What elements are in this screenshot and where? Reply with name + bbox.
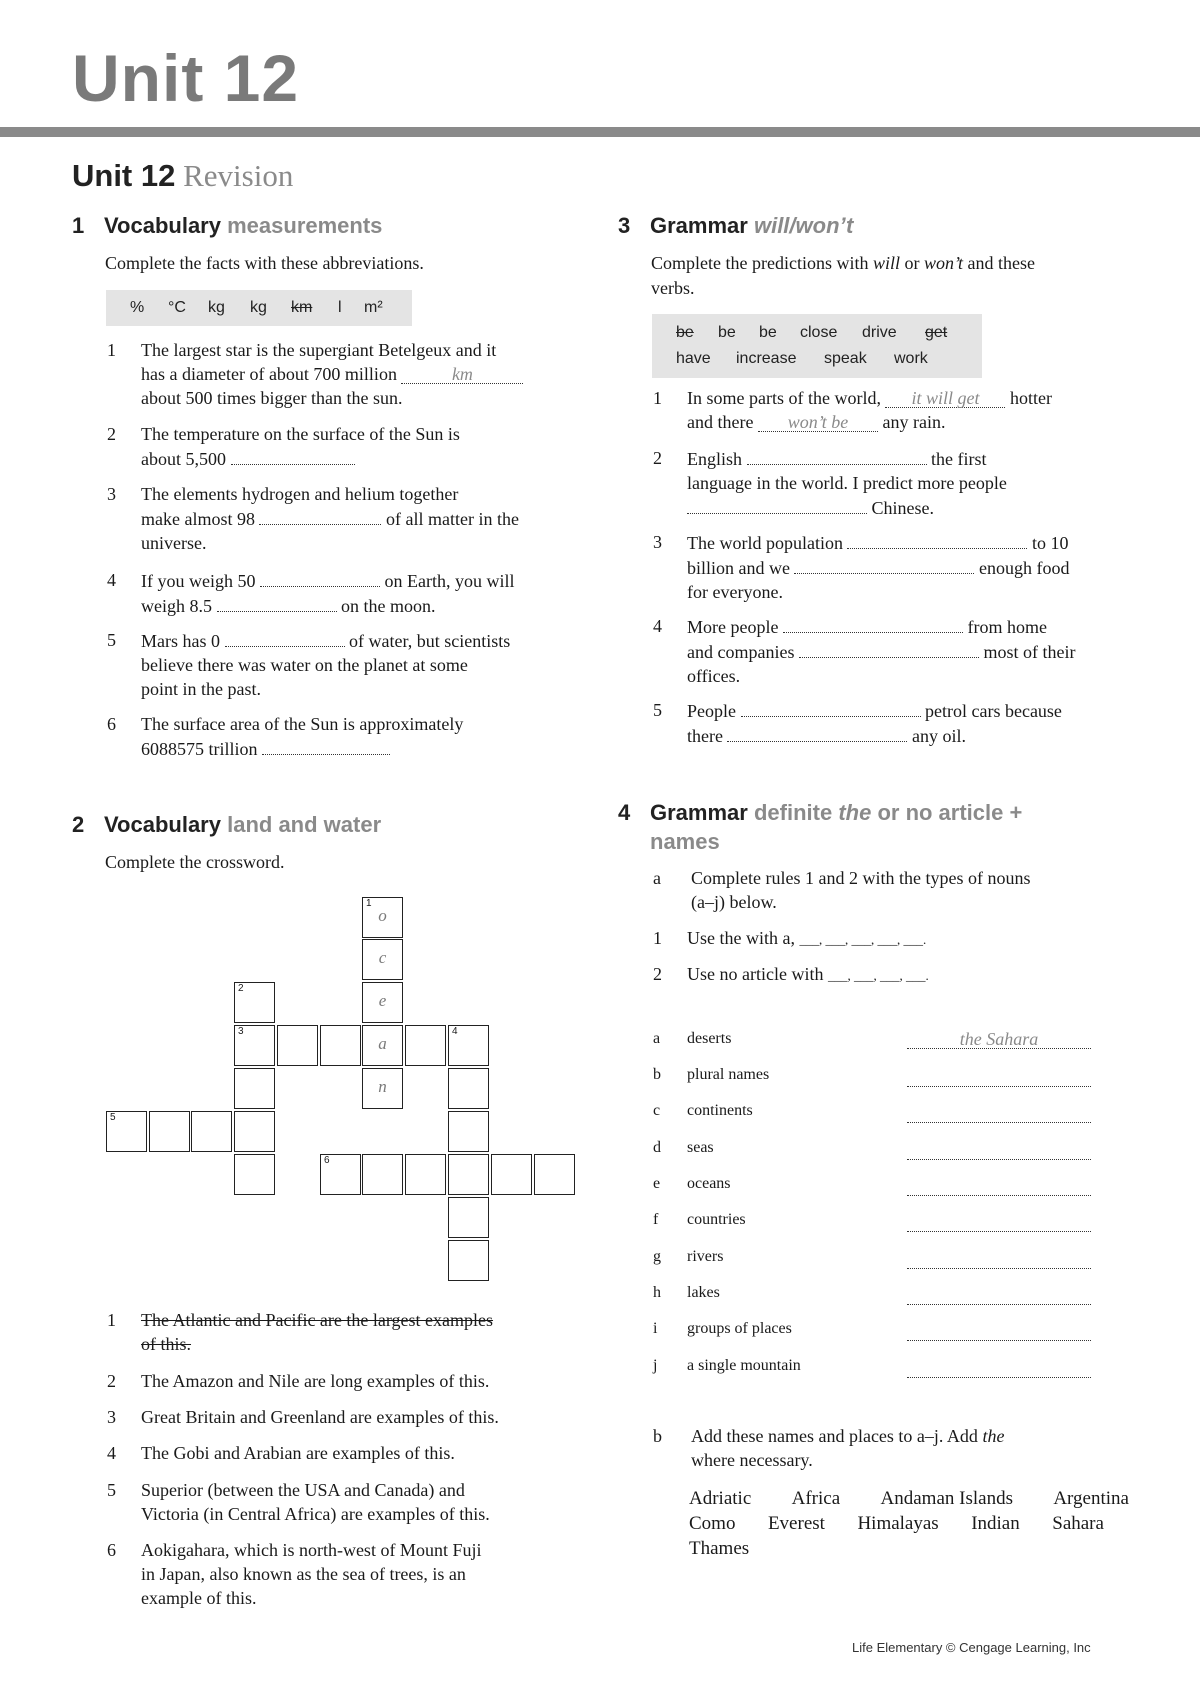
s1-item-1	[107, 338, 587, 412]
crossword-number: 4	[452, 1026, 458, 1037]
clue-text: Great Britain and Greenland are examples of this.	[141, 1407, 499, 1427]
item-text: for everyone.	[687, 582, 783, 602]
answer-blank[interactable]	[262, 736, 390, 755]
place-name: Argentina	[1053, 1488, 1129, 1509]
section-title-gray: measurements	[227, 213, 383, 238]
noun-letter: g	[653, 1248, 661, 1265]
clue-number: 1	[107, 1310, 116, 1330]
item-text: any oil.	[911, 726, 966, 746]
section-number: 2	[72, 812, 85, 837]
part-text: where necessary.	[691, 1450, 813, 1470]
s4-rule-1	[653, 926, 1153, 952]
section-2-title	[72, 810, 381, 839]
crossword-number: 3	[238, 1026, 244, 1037]
crossword-cell[interactable]	[491, 1154, 532, 1195]
s4-part-a	[653, 866, 1153, 916]
instr-text: verbs.	[651, 278, 695, 298]
section-3-title	[618, 211, 853, 240]
verb-item: have	[676, 350, 711, 367]
noun-type: oceans	[687, 1175, 731, 1192]
item-number: 2	[653, 964, 662, 984]
abbr-item-used: km	[291, 299, 313, 316]
verb-item: increase	[736, 350, 797, 367]
section-title-bold: Grammar	[650, 800, 748, 825]
rule-text: Use the with a,	[687, 928, 795, 948]
crossword-number: 6	[324, 1155, 330, 1166]
place-name: Como	[689, 1513, 736, 1534]
abbr-item: kg	[208, 299, 225, 316]
s3-item-5	[653, 698, 1153, 748]
section-title-gray: names	[650, 829, 720, 854]
clue-text: The Amazon and Nile are long examples of this.	[141, 1371, 490, 1391]
item-text: enough food	[978, 558, 1070, 578]
crossword-cell[interactable]	[362, 1025, 403, 1066]
item-text: English	[687, 449, 743, 469]
crossword-cell[interactable]	[448, 1068, 489, 1109]
abbr-item: m²	[364, 299, 383, 316]
section-title-bold: Grammar	[650, 213, 748, 238]
s3-item-4	[653, 614, 1153, 688]
answer-blank[interactable]	[727, 723, 907, 742]
item-text: from home	[967, 617, 1047, 637]
crossword-cell[interactable]	[405, 1154, 446, 1195]
noun-type: a single mountain	[687, 1357, 801, 1374]
item-text: most of their	[983, 642, 1076, 662]
answer-blank[interactable]	[225, 628, 345, 647]
example-answer: the Sahara	[907, 1030, 1091, 1049]
s2-clue-5	[107, 1478, 597, 1528]
crossword-cell[interactable]	[448, 1240, 489, 1281]
place-name: Adriatic	[689, 1488, 752, 1509]
clue-number: 5	[107, 1480, 116, 1500]
answer-blank[interactable]	[260, 568, 380, 587]
clue-number: 4	[107, 1443, 116, 1463]
revision-unit: Unit 12	[72, 158, 176, 193]
item-text: More people	[687, 617, 779, 637]
crossword-cell[interactable]	[320, 1025, 361, 1066]
instr-text: and these	[967, 253, 1035, 273]
s1-item-6	[107, 712, 587, 762]
part-label: b	[653, 1426, 662, 1446]
answer-blank[interactable]	[907, 1102, 1091, 1123]
crossword-cell[interactable]	[234, 1025, 275, 1066]
clue-number: 6	[107, 1540, 116, 1560]
verb-item: work	[894, 350, 928, 367]
s3-item-2	[653, 446, 1153, 520]
answer-blank[interactable]	[259, 506, 381, 525]
answer-blank[interactable]	[217, 593, 337, 612]
item-text: point in the past.	[141, 679, 261, 699]
section-2-instruction: Complete the crossword.	[105, 852, 285, 872]
item-number: 4	[107, 570, 116, 590]
noun-letter: f	[653, 1211, 659, 1228]
s2-clue-4	[107, 1441, 597, 1467]
instr-text: or	[904, 253, 920, 273]
clue-text: The Atlantic and Pacific are the largest examples	[141, 1310, 494, 1330]
unit-heading: Unit 12	[72, 41, 300, 115]
page-footer: Life Elementary © Cengage Learning, Inc	[852, 1640, 1091, 1655]
s2-clue-1	[107, 1308, 597, 1358]
item-text: weigh 8.5	[141, 596, 212, 616]
place-name: Thames	[689, 1538, 750, 1559]
item-text: has a diameter of about 700 million	[141, 364, 397, 384]
noun-type: rivers	[687, 1248, 724, 1265]
clue-number: 3	[107, 1407, 116, 1427]
answer-blank[interactable]	[907, 1320, 1091, 1341]
noun-letter: h	[653, 1284, 661, 1301]
part-label: a	[653, 868, 661, 888]
crossword-cell[interactable]	[448, 1111, 489, 1152]
crossword-cell[interactable]	[362, 982, 403, 1023]
section-1-title	[72, 211, 382, 240]
item-number: 1	[653, 928, 662, 948]
crossword-cell[interactable]	[362, 1154, 403, 1195]
header-rule	[0, 127, 1200, 137]
item-text: If you weigh 50	[141, 571, 256, 591]
item-text: and there	[687, 412, 754, 432]
crossword-letter: a	[378, 1034, 387, 1053]
item-text: about 5,500	[141, 449, 226, 469]
crossword-letter: o	[378, 906, 387, 925]
section-number: 1	[72, 213, 85, 238]
crossword-letter: n	[378, 1077, 387, 1096]
noun-type: deserts	[687, 1030, 732, 1047]
s3-item-1	[653, 386, 1153, 436]
verb-item: close	[800, 324, 838, 341]
part-text: Complete rules 1 and 2 with the types of nouns	[691, 868, 1031, 888]
noun-letter: e	[653, 1175, 661, 1192]
answer-blank[interactable]	[741, 698, 921, 717]
crossword-cell[interactable]	[534, 1154, 575, 1195]
item-text: the first	[931, 449, 987, 469]
item-number: 1	[107, 340, 116, 360]
section-number: 3	[618, 213, 631, 238]
answer-blank[interactable]	[907, 1284, 1091, 1305]
s2-clue-6	[107, 1538, 597, 1612]
answer-blank[interactable]	[907, 1248, 1091, 1269]
place-name: Sahara	[1052, 1513, 1104, 1534]
crossword-cell[interactable]	[106, 1111, 147, 1152]
rule-text: Use no article with	[687, 964, 824, 984]
noun-letter: b	[653, 1066, 661, 1083]
item-text: The world population	[687, 533, 843, 553]
verb-item: drive	[862, 324, 897, 341]
answer-blank[interactable]	[799, 639, 979, 658]
item-number: 2	[653, 448, 662, 468]
item-text: People	[687, 701, 736, 721]
revision-word: Revision	[183, 158, 294, 193]
crossword-cell[interactable]	[234, 982, 275, 1023]
crossword-letter: c	[378, 948, 387, 967]
example-answer: km	[401, 365, 523, 384]
abbr-item: l	[338, 299, 342, 316]
rule-blanks[interactable]: ___, ___, ___, ___.	[827, 968, 929, 983]
revision-title	[72, 158, 293, 194]
part-text: Add these names and places to a–j. Add	[691, 1426, 978, 1446]
item-text: offices.	[687, 666, 741, 686]
crossword-cell[interactable]	[149, 1111, 190, 1152]
item-number: 5	[107, 630, 116, 650]
noun-letter: a	[653, 1030, 661, 1047]
item-text: language in the world. I predict more people	[687, 473, 1007, 493]
item-text: on the moon.	[341, 596, 436, 616]
item-number: 2	[107, 424, 116, 444]
answer-blank[interactable]	[687, 495, 867, 514]
verb-box	[652, 314, 982, 378]
crossword-cell[interactable]	[448, 1025, 489, 1066]
item-number: 4	[653, 616, 662, 636]
item-text: The elements hydrogen and helium together	[141, 484, 459, 504]
item-number: 3	[653, 532, 662, 552]
item-text: about 500 times bigger than the sun.	[141, 388, 403, 408]
answer-blank[interactable]	[907, 1175, 1091, 1196]
clue-number: 2	[107, 1371, 116, 1391]
section-title-gray: land and water	[227, 812, 382, 837]
s4-rule-2	[653, 962, 1153, 988]
abbr-item: kg	[250, 299, 267, 316]
crossword-number: 5	[110, 1112, 116, 1123]
crossword-cell[interactable]	[362, 939, 403, 980]
part-text: (a–j) below.	[691, 892, 777, 912]
clue-text: Victoria (in Central Africa) are examples of this.	[141, 1504, 490, 1524]
item-text: The temperature on the surface of the Sun is	[141, 424, 460, 444]
part-italic: the	[982, 1426, 1005, 1446]
item-text: make almost 98	[141, 509, 255, 529]
item-text: universe.	[141, 533, 207, 553]
noun-letter: j	[653, 1357, 658, 1374]
item-text: 6088575 trillion	[141, 739, 258, 759]
crossword-cell[interactable]	[234, 1111, 275, 1152]
crossword-cell[interactable]	[362, 897, 403, 938]
place-name: Everest	[767, 1513, 825, 1534]
s2-clue-2	[107, 1369, 597, 1395]
clue-text: example of this.	[141, 1588, 257, 1608]
answer-blank[interactable]	[231, 446, 355, 465]
item-number: 3	[107, 484, 116, 504]
s1-item-4	[107, 568, 587, 618]
answer-blank[interactable]	[783, 614, 963, 633]
crossword-cell[interactable]	[405, 1025, 446, 1066]
verb-used: get	[925, 324, 948, 341]
answer-blank[interactable]	[907, 1066, 1091, 1087]
place-name: Africa	[791, 1488, 841, 1509]
verb-item: be	[718, 324, 736, 341]
item-text: hotter	[1009, 388, 1052, 408]
item-number: 1	[653, 388, 662, 408]
section-number: 4	[618, 800, 631, 825]
item-number: 5	[653, 700, 662, 720]
answer-blank[interactable]	[907, 1357, 1091, 1378]
item-text: billion and we	[687, 558, 790, 578]
answer-blank[interactable]	[747, 446, 927, 465]
verb-used: be	[676, 324, 694, 341]
instr-italic: won’t	[923, 253, 963, 273]
place-name: Indian	[971, 1513, 1020, 1534]
crossword-cell[interactable]	[362, 1068, 403, 1109]
crossword-number: 1	[366, 898, 372, 909]
clue-text: Aokigahara, which is north-west of Mount Fuji	[141, 1540, 482, 1560]
answer-blank[interactable]	[794, 555, 974, 574]
s3-item-3	[653, 530, 1153, 604]
item-text: The surface area of the Sun is approximately	[141, 714, 464, 734]
crossword-cell[interactable]	[234, 1154, 275, 1195]
item-number: 6	[107, 714, 116, 734]
clue-text: of this.	[141, 1334, 192, 1354]
s4-part-b	[653, 1424, 1153, 1474]
noun-type: continents	[687, 1102, 753, 1119]
place-name: Himalayas	[857, 1513, 939, 1534]
crossword-cell[interactable]	[234, 1068, 275, 1109]
abbr-item: %	[130, 299, 145, 316]
place-name: Andaman Islands	[880, 1488, 1013, 1509]
section-4-title	[618, 798, 1022, 856]
verb-item: be	[759, 324, 777, 341]
item-text: to 10	[1031, 533, 1069, 553]
clue-text: The Gobi and Arabian are examples of this.	[141, 1443, 455, 1463]
s1-item-5	[107, 628, 587, 702]
item-text: of water, but scientists	[349, 631, 511, 651]
places-list	[689, 1486, 1129, 1561]
answer-blank[interactable]	[907, 1211, 1091, 1232]
answer-blank[interactable]	[907, 1139, 1091, 1160]
crossword-cell[interactable]	[448, 1154, 489, 1195]
section-title-gray: definite	[753, 800, 833, 825]
noun-type: plural names	[687, 1066, 770, 1083]
section-title-bold: Vocabulary	[104, 812, 221, 837]
item-text: petrol cars because	[925, 701, 1062, 721]
item-text: of all matter in the	[385, 509, 519, 529]
item-text: and companies	[687, 642, 795, 662]
answer-blank[interactable]	[847, 530, 1027, 549]
section-3-instruction	[651, 251, 1141, 301]
verb-item: speak	[824, 350, 867, 367]
item-text: any rain.	[882, 412, 946, 432]
item-text: Mars has 0	[141, 631, 220, 651]
clue-text: in Japan, also known as the sea of trees, is an	[141, 1564, 466, 1584]
abbreviation-box	[106, 290, 412, 326]
item-text: on Earth, you will	[384, 571, 515, 591]
s1-item-2	[107, 422, 587, 472]
item-text: The largest star is the supergiant Betelgeux and it	[141, 340, 497, 360]
abbr-item: °C	[168, 299, 186, 316]
noun-letter: i	[653, 1320, 658, 1337]
s1-item-3	[107, 482, 587, 556]
section-title-gray: will/won’t	[753, 213, 854, 238]
item-text: believe there was water on the planet at some	[141, 655, 468, 675]
crossword-cell[interactable]	[277, 1025, 318, 1066]
section-title-bold: Vocabulary	[104, 213, 221, 238]
item-text: Chinese.	[871, 498, 934, 518]
noun-type: seas	[687, 1139, 714, 1156]
item-text: In some parts of the world,	[687, 388, 881, 408]
instr-italic: will	[872, 253, 900, 273]
s2-clue-3	[107, 1405, 597, 1431]
crossword-number: 2	[238, 983, 244, 994]
noun-type: groups of places	[687, 1320, 792, 1337]
section-title-gray: or no article +	[877, 800, 1023, 825]
rule-blanks[interactable]: ___, ___, ___, ___, ___.	[799, 932, 927, 947]
example-answer: it will get	[885, 389, 1005, 408]
clue-text: Superior (between the USA and Canada) and	[141, 1480, 465, 1500]
noun-letter: d	[653, 1139, 661, 1156]
crossword-cell[interactable]	[320, 1154, 361, 1195]
section-title-italic: the	[838, 800, 872, 825]
noun-type: countries	[687, 1211, 746, 1228]
noun-type: lakes	[687, 1284, 720, 1301]
noun-letter: c	[653, 1102, 661, 1119]
item-text: there	[687, 726, 723, 746]
section-1-instruction: Complete the facts with these abbreviations.	[105, 253, 424, 273]
crossword-letter: e	[378, 991, 387, 1010]
instr-text: Complete the predictions with	[651, 253, 869, 273]
example-answer: won’t be	[758, 413, 878, 432]
crossword-cell[interactable]	[448, 1197, 489, 1238]
crossword-cell[interactable]	[191, 1111, 232, 1152]
